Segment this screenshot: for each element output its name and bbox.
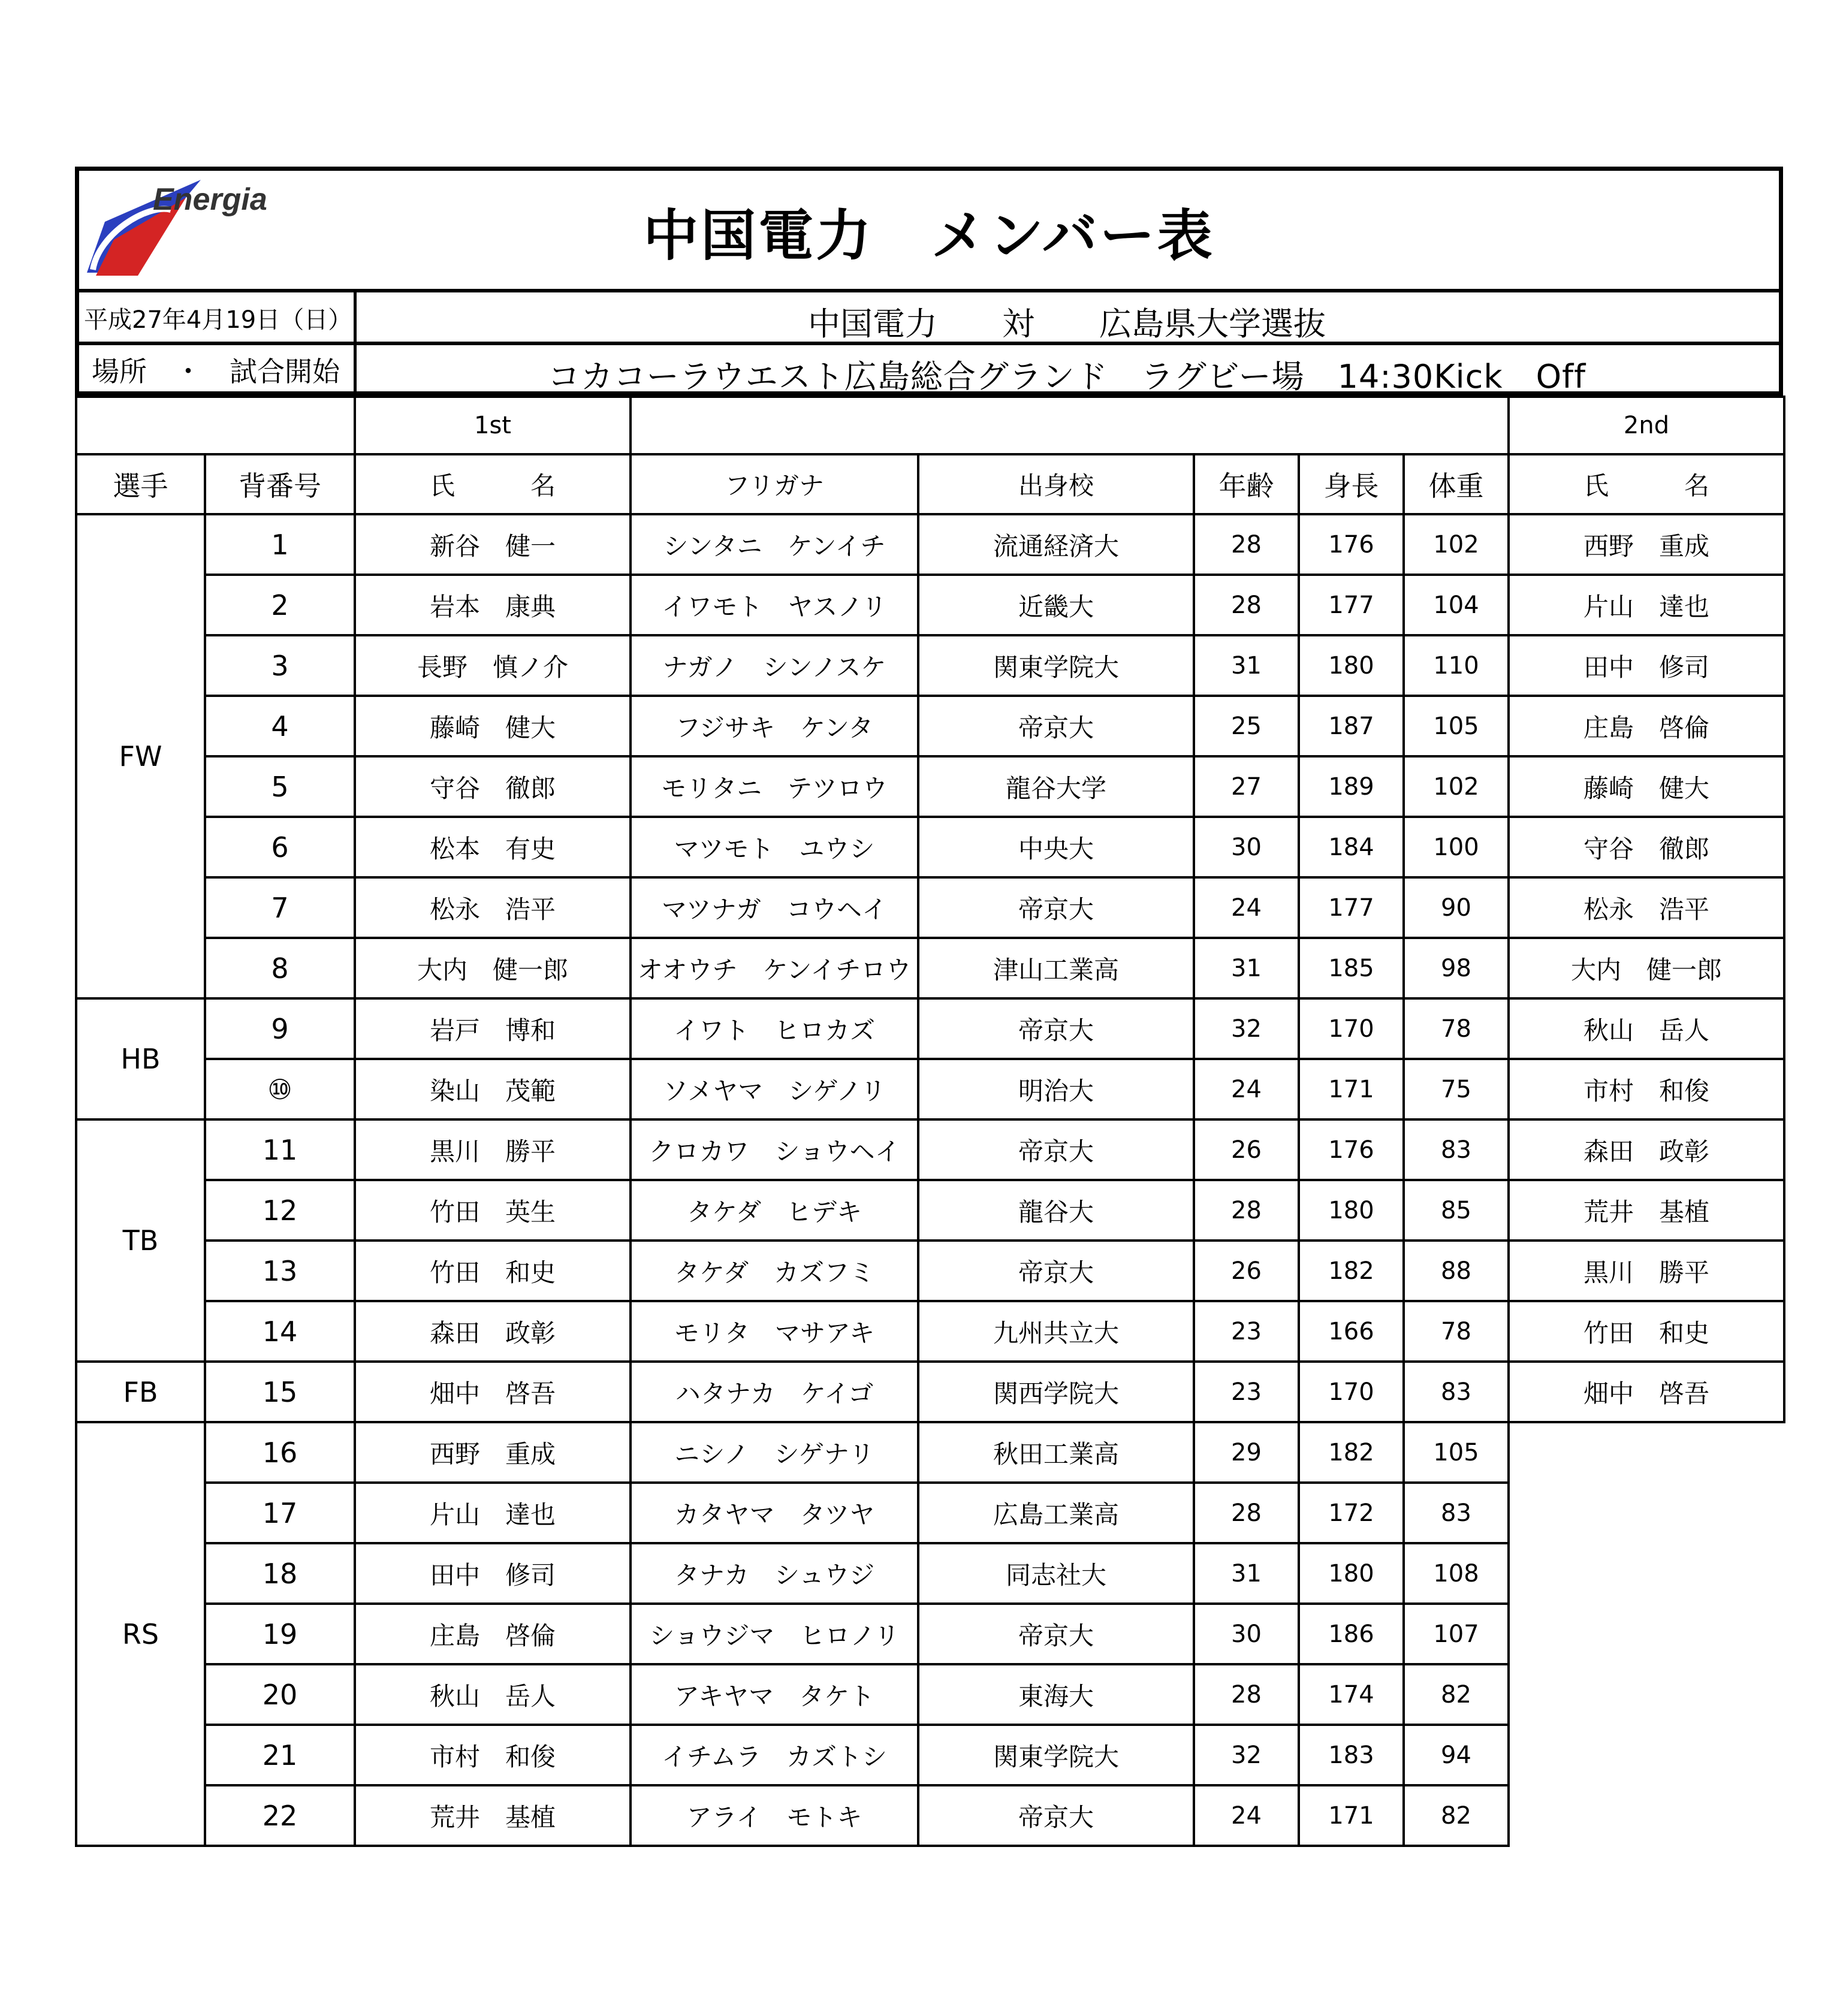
empty-cell — [1509, 1725, 1784, 1785]
empty-cell — [1509, 1785, 1784, 1846]
player-name: 岩本 康典 — [355, 575, 631, 635]
player-name: 染山 茂範 — [355, 1059, 631, 1119]
second-half-player: 松永 浩平 — [1509, 877, 1784, 938]
match-title: 中国電力 対 広島県大学選抜 — [808, 305, 1326, 343]
player-school: 関東学院大 — [918, 1725, 1194, 1785]
player-number: 4 — [205, 696, 355, 756]
player-number: 20 — [205, 1664, 355, 1725]
col-number: 背番号 — [205, 454, 355, 514]
player-weight: 85 — [1404, 1180, 1509, 1241]
player-name: 竹田 英生 — [355, 1180, 631, 1241]
table-row — [76, 998, 1784, 1059]
col-name: 氏 名 — [355, 454, 631, 514]
player-name: 市村 和俊 — [355, 1725, 631, 1785]
player-weight: 82 — [1404, 1785, 1509, 1846]
player-kana: カタヤマ タツヤ — [631, 1483, 918, 1543]
player-school: 帝京大 — [918, 998, 1194, 1059]
col-kana: フリガナ — [631, 454, 918, 514]
table-row — [76, 1301, 1784, 1362]
player-number: 11 — [205, 1119, 355, 1180]
logo-text: Energia — [153, 182, 267, 217]
player-name: 守谷 徹郎 — [355, 756, 631, 817]
player-height: 171 — [1299, 1785, 1404, 1846]
player-name: 大内 健一郎 — [355, 938, 631, 998]
player-number: 18 — [205, 1543, 355, 1604]
player-kana: モリタ マサアキ — [631, 1301, 918, 1362]
player-number: 14 — [205, 1301, 355, 1362]
player-school: 同志社大 — [918, 1543, 1194, 1604]
table-row — [76, 817, 1784, 877]
player-age: 28 — [1194, 514, 1299, 575]
table-row — [76, 1241, 1784, 1301]
empty-cell — [1509, 1604, 1784, 1664]
second-half-label: 2nd — [1509, 397, 1784, 454]
player-height: 182 — [1299, 1422, 1404, 1483]
player-age: 23 — [1194, 1301, 1299, 1362]
player-name: 秋山 岳人 — [355, 1664, 631, 1725]
second-half-player: 大内 健一郎 — [1509, 938, 1784, 998]
second-half-player: 森田 政彰 — [1509, 1119, 1784, 1180]
player-school: 帝京大 — [918, 696, 1194, 756]
player-number: 5 — [205, 756, 355, 817]
player-age: 26 — [1194, 1119, 1299, 1180]
position-group: FW — [76, 514, 205, 998]
second-half-player: 片山 達也 — [1509, 575, 1784, 635]
player-height: 176 — [1299, 514, 1404, 575]
col-position: 選手 — [76, 454, 205, 514]
player-weight: 105 — [1404, 696, 1509, 756]
player-age: 32 — [1194, 998, 1299, 1059]
player-kana: マツモト ユウシ — [631, 817, 918, 877]
player-kana: タケダ ヒデキ — [631, 1180, 918, 1241]
player-weight: 98 — [1404, 938, 1509, 998]
col-weight: 体重 — [1404, 454, 1509, 514]
player-weight: 107 — [1404, 1604, 1509, 1664]
player-name: 庄島 啓倫 — [355, 1604, 631, 1664]
player-age: 28 — [1194, 1483, 1299, 1543]
player-school: 帝京大 — [918, 1119, 1194, 1180]
player-kana: ショウジマ ヒロノリ — [631, 1604, 918, 1664]
table-row — [76, 1059, 1784, 1119]
player-height: 180 — [1299, 635, 1404, 696]
second-half-player: 黒川 勝平 — [1509, 1241, 1784, 1301]
player-weight: 105 — [1404, 1422, 1509, 1483]
second-half-player: 秋山 岳人 — [1509, 998, 1784, 1059]
player-height: 177 — [1299, 575, 1404, 635]
player-age: 27 — [1194, 756, 1299, 817]
second-half-player: 市村 和俊 — [1509, 1059, 1784, 1119]
player-school: 龍谷大学 — [918, 756, 1194, 817]
player-name: 松永 浩平 — [355, 877, 631, 938]
player-weight: 108 — [1404, 1543, 1509, 1604]
player-school: 帝京大 — [918, 1604, 1194, 1664]
col-school: 出身校 — [918, 454, 1194, 514]
player-school: 帝京大 — [918, 877, 1194, 938]
table-row — [76, 1362, 1784, 1422]
player-age: 30 — [1194, 817, 1299, 877]
table-row — [76, 575, 1784, 635]
empty-cell — [1509, 1422, 1784, 1483]
player-weight: 94 — [1404, 1725, 1509, 1785]
player-number: 17 — [205, 1483, 355, 1543]
player-height: 186 — [1299, 1604, 1404, 1664]
header-divider — [75, 289, 1783, 292]
player-name: 松本 有史 — [355, 817, 631, 877]
second-half-player: 藤崎 健大 — [1509, 756, 1784, 817]
player-kana: ナガノ シンノスケ — [631, 635, 918, 696]
player-number: 9 — [205, 998, 355, 1059]
player-kana: ニシノ シゲナリ — [631, 1422, 918, 1483]
table-row — [76, 1483, 1784, 1543]
empty-cell — [1509, 1483, 1784, 1543]
empty-cell — [631, 397, 1509, 454]
player-number: 1 — [205, 514, 355, 575]
player-number: 21 — [205, 1725, 355, 1785]
player-school: 秋田工業高 — [918, 1422, 1194, 1483]
player-weight: 90 — [1404, 877, 1509, 938]
player-number: 3 — [205, 635, 355, 696]
player-kana: アキヤマ タケト — [631, 1664, 918, 1725]
player-kana: シンタニ ケンイチ — [631, 514, 918, 575]
table-row — [76, 514, 1784, 575]
empty-cell — [1509, 1543, 1784, 1604]
second-half-player: 西野 重成 — [1509, 514, 1784, 575]
player-weight: 83 — [1404, 1119, 1509, 1180]
table-row — [76, 1422, 1784, 1483]
table-row — [76, 877, 1784, 938]
player-name: 岩戸 博和 — [355, 998, 631, 1059]
player-height: 170 — [1299, 1362, 1404, 1422]
player-age: 28 — [1194, 575, 1299, 635]
empty-cell — [1509, 1664, 1784, 1725]
player-name: 長野 慎ノ介 — [355, 635, 631, 696]
second-half-player: 守谷 徹郎 — [1509, 817, 1784, 877]
player-name: 森田 政彰 — [355, 1301, 631, 1362]
player-age: 28 — [1194, 1180, 1299, 1241]
page-title: 中国電力 メンバー表 — [643, 204, 1215, 268]
player-height: 182 — [1299, 1241, 1404, 1301]
player-number: 19 — [205, 1604, 355, 1664]
player-age: 31 — [1194, 1543, 1299, 1604]
player-age: 30 — [1194, 1604, 1299, 1664]
player-height: 189 — [1299, 756, 1404, 817]
player-kana: ハタナカ ケイゴ — [631, 1362, 918, 1422]
player-name: 藤崎 健大 — [355, 696, 631, 756]
player-weight: 102 — [1404, 756, 1509, 817]
player-name: 新谷 健一 — [355, 514, 631, 575]
player-weight: 104 — [1404, 575, 1509, 635]
player-name: 荒井 基植 — [355, 1785, 631, 1846]
player-name: 畑中 啓吾 — [355, 1362, 631, 1422]
player-height: 187 — [1299, 696, 1404, 756]
table-row — [76, 1543, 1784, 1604]
player-age: 26 — [1194, 1241, 1299, 1301]
player-weight: 83 — [1404, 1362, 1509, 1422]
player-school: 近畿大 — [918, 575, 1194, 635]
table-row — [76, 635, 1784, 696]
roster-table — [75, 396, 1785, 1847]
player-height: 170 — [1299, 998, 1404, 1059]
table-row — [76, 938, 1784, 998]
player-weight: 88 — [1404, 1241, 1509, 1301]
player-number: 15 — [205, 1362, 355, 1422]
second-half-player: 畑中 啓吾 — [1509, 1362, 1784, 1422]
match-date: 平成27年4月19日（日） — [84, 306, 352, 334]
player-school: 東海大 — [918, 1664, 1194, 1725]
table-row — [76, 1180, 1784, 1241]
player-number: 13 — [205, 1241, 355, 1301]
position-group: HB — [76, 998, 205, 1119]
player-age: 25 — [1194, 696, 1299, 756]
player-school: 九州共立大 — [918, 1301, 1194, 1362]
player-school: 龍谷大 — [918, 1180, 1194, 1241]
col-height: 身長 — [1299, 454, 1404, 514]
col-age: 年齢 — [1194, 454, 1299, 514]
energia-logo — [81, 174, 297, 282]
player-school: 中央大 — [918, 817, 1194, 877]
player-kana: ソメヤマ シゲノリ — [631, 1059, 918, 1119]
player-kana: オオウチ ケンイチロウ — [631, 938, 918, 998]
player-height: 185 — [1299, 938, 1404, 998]
player-number: 6 — [205, 817, 355, 877]
player-age: 31 — [1194, 635, 1299, 696]
player-name: 西野 重成 — [355, 1422, 631, 1483]
second-half-player: 竹田 和史 — [1509, 1301, 1784, 1362]
player-age: 24 — [1194, 1059, 1299, 1119]
header-col-divider — [354, 289, 357, 396]
player-school: 関東学院大 — [918, 635, 1194, 696]
player-weight: 75 — [1404, 1059, 1509, 1119]
empty-cell — [76, 397, 355, 454]
player-name: 竹田 和史 — [355, 1241, 631, 1301]
player-age: 32 — [1194, 1725, 1299, 1785]
position-group: FB — [76, 1362, 205, 1422]
player-weight: 82 — [1404, 1664, 1509, 1725]
player-height: 184 — [1299, 817, 1404, 877]
first-half-label: 1st — [355, 397, 631, 454]
player-age: 29 — [1194, 1422, 1299, 1483]
player-number: 8 — [205, 938, 355, 998]
player-height: 166 — [1299, 1301, 1404, 1362]
table-row — [76, 1604, 1784, 1664]
player-name: 田中 修司 — [355, 1543, 631, 1604]
position-group: RS — [76, 1422, 205, 1846]
player-number: 16 — [205, 1422, 355, 1483]
player-number: 12 — [205, 1180, 355, 1241]
player-school: 津山工業高 — [918, 938, 1194, 998]
player-name: 黒川 勝平 — [355, 1119, 631, 1180]
player-weight: 110 — [1404, 635, 1509, 696]
table-row — [76, 1664, 1784, 1725]
player-kana: モリタニ テツロウ — [631, 756, 918, 817]
player-height: 180 — [1299, 1543, 1404, 1604]
player-height: 172 — [1299, 1483, 1404, 1543]
player-school: 流通経済大 — [918, 514, 1194, 575]
player-school: 明治大 — [918, 1059, 1194, 1119]
col-name-second: 氏 名 — [1509, 454, 1784, 514]
player-number: 2 — [205, 575, 355, 635]
player-weight: 102 — [1404, 514, 1509, 575]
table-row — [76, 1725, 1784, 1785]
header-row — [76, 454, 1784, 514]
table-row — [76, 696, 1784, 756]
player-height: 171 — [1299, 1059, 1404, 1119]
player-kana: マツナガ コウヘイ — [631, 877, 918, 938]
player-number: 22 — [205, 1785, 355, 1846]
table-row — [76, 756, 1784, 817]
player-kana: イワト ヒロカズ — [631, 998, 918, 1059]
second-half-player: 荒井 基植 — [1509, 1180, 1784, 1241]
player-kana: イワモト ヤスノリ — [631, 575, 918, 635]
player-height: 174 — [1299, 1664, 1404, 1725]
position-group: TB — [76, 1119, 205, 1362]
player-age: 24 — [1194, 1785, 1299, 1846]
player-age: 28 — [1194, 1664, 1299, 1725]
player-kana: クロカワ ショウヘイ — [631, 1119, 918, 1180]
player-school: 関西学院大 — [918, 1362, 1194, 1422]
player-kana: タナカ シュウジ — [631, 1543, 918, 1604]
player-kana: アライ モトキ — [631, 1785, 918, 1846]
player-weight: 78 — [1404, 1301, 1509, 1362]
player-school: 帝京大 — [918, 1785, 1194, 1846]
player-school: 広島工業高 — [918, 1483, 1194, 1543]
player-kana: タケダ カズフミ — [631, 1241, 918, 1301]
second-half-player: 庄島 啓倫 — [1509, 696, 1784, 756]
player-kana: フジサキ ケンタ — [631, 696, 918, 756]
table-row — [76, 1119, 1784, 1180]
player-school: 帝京大 — [918, 1241, 1194, 1301]
player-height: 183 — [1299, 1725, 1404, 1785]
player-height: 180 — [1299, 1180, 1404, 1241]
second-half-player: 田中 修司 — [1509, 635, 1784, 696]
player-height: 177 — [1299, 877, 1404, 938]
player-number: 7 — [205, 877, 355, 938]
player-age: 23 — [1194, 1362, 1299, 1422]
player-age: 31 — [1194, 938, 1299, 998]
column-group-row — [76, 397, 1784, 454]
player-weight: 100 — [1404, 817, 1509, 877]
venue-text: コカコーラウエスト広島総合グランド ラグビー場 14:30Kick Off — [547, 358, 1586, 396]
player-weight: 83 — [1404, 1483, 1509, 1543]
player-weight: 78 — [1404, 998, 1509, 1059]
player-height: 176 — [1299, 1119, 1404, 1180]
player-kana: イチムラ カズトシ — [631, 1725, 918, 1785]
player-age: 24 — [1194, 877, 1299, 938]
venue-label: 場所 ・ 試合開始 — [92, 355, 340, 388]
player-number: ⑩ — [205, 1059, 355, 1119]
player-name: 片山 達也 — [355, 1483, 631, 1543]
table-row — [76, 1785, 1784, 1846]
